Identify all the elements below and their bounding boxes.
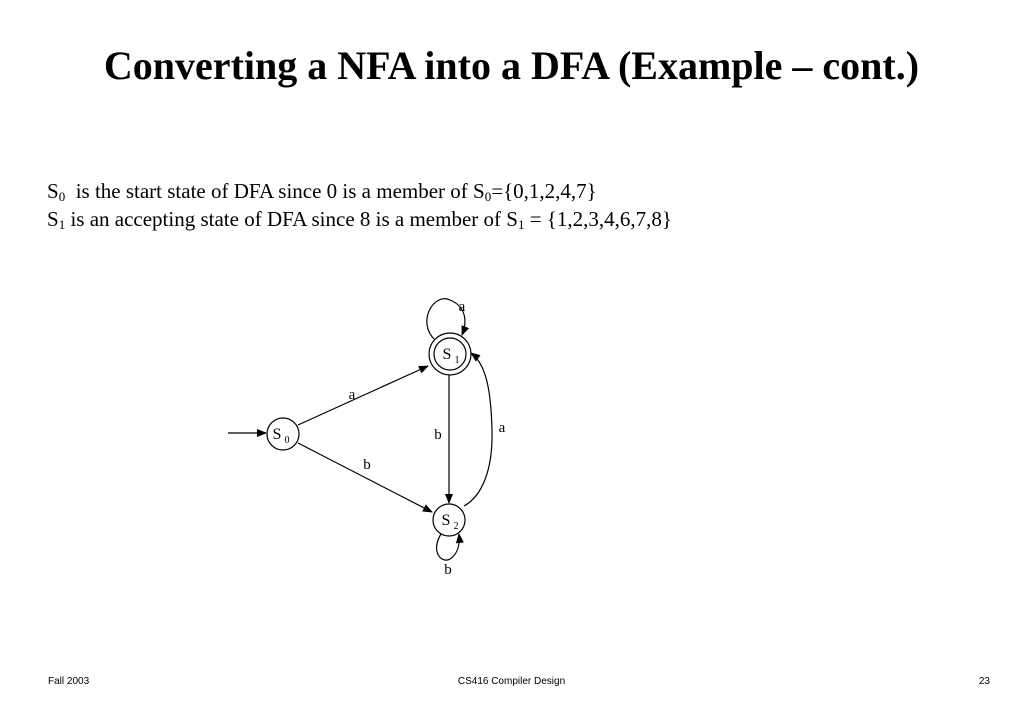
transition-s2-self-loop-label: b — [444, 562, 452, 578]
statement-text: is the start state of DFA since 0 is a member of S — [75, 179, 485, 203]
state-name: S — [47, 179, 59, 203]
state-s1-label: S — [442, 346, 452, 363]
state-s2-label: S — [441, 512, 451, 529]
transition-s2-self-loop — [437, 534, 460, 560]
transition-s0-s1 — [298, 366, 428, 425]
state-s2-subscript: 2 — [453, 521, 459, 532]
state-s1 — [429, 333, 471, 375]
transition-s1-s2-label: b — [434, 427, 442, 443]
state-subscript: 1 — [58, 217, 66, 232]
footer-course: CS416 Compiler Design — [457, 676, 566, 687]
slide-title: Converting a NFA into a DFA (Example – cont.) — [103, 43, 920, 88]
set-subscript: 0 — [484, 189, 492, 204]
transition-s2-s1 — [464, 353, 492, 506]
state-name: S — [47, 207, 59, 231]
footer-semester: Fall 2003 — [48, 676, 90, 687]
transition-s0-s1-label: a — [348, 387, 356, 403]
transition-s2-s1-label: a — [498, 420, 506, 436]
transition-s0-s2 — [298, 443, 432, 512]
state-subscript: 0 — [58, 189, 66, 204]
state-set: ={0,1,2,4,7} — [491, 179, 597, 203]
footer-page-number: 23 — [978, 676, 990, 687]
state-set: = {1,2,3,4,6,7,8} — [529, 207, 672, 231]
set-subscript: 1 — [517, 217, 525, 232]
state-s1-subscript: 1 — [454, 355, 460, 366]
transition-s1-self-loop-label: a — [458, 299, 466, 315]
transition-s0-s2-label: b — [363, 457, 371, 473]
state-s0-subscript: 0 — [284, 435, 290, 446]
state-s0 — [267, 418, 299, 450]
state-s2 — [433, 504, 465, 536]
state-s0-label: S — [272, 426, 282, 443]
statement-text: is an accepting state of DFA since 8 is a member of S — [70, 207, 518, 231]
